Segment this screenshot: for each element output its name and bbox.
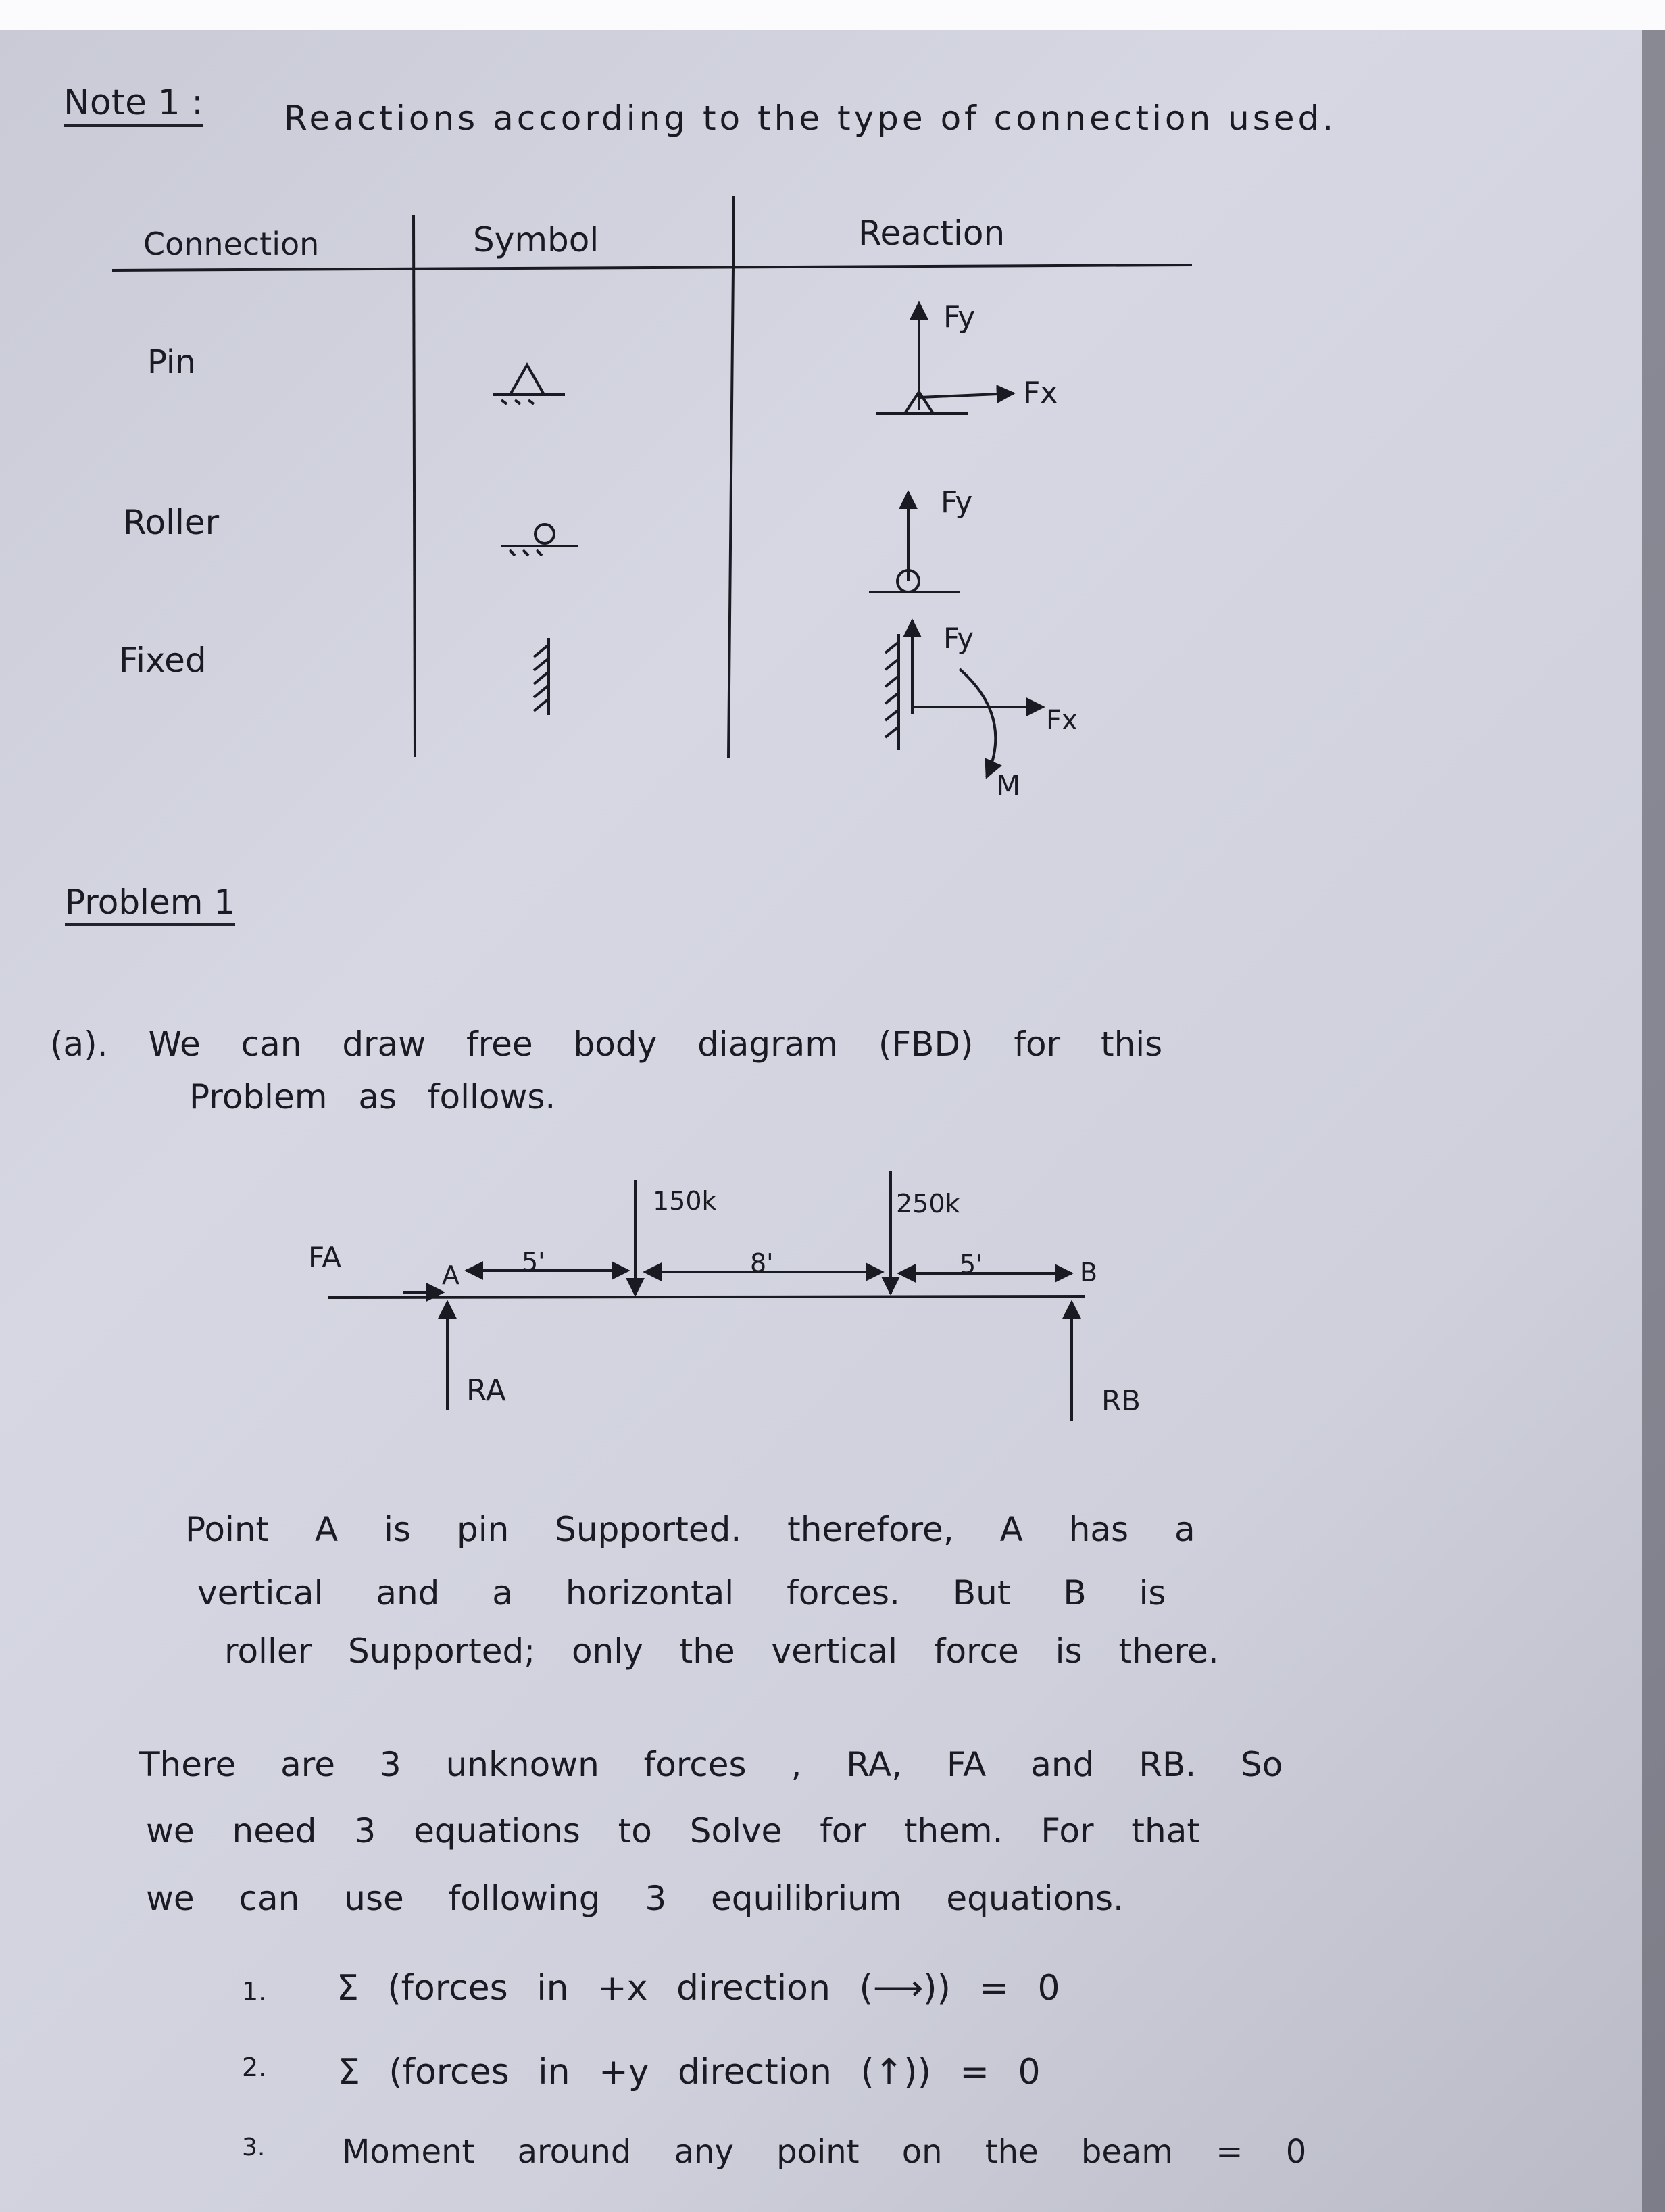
dim3-label: 5' <box>960 1250 983 1279</box>
fa-label: FA <box>308 1241 342 1274</box>
dim1-label: 5' <box>522 1247 545 1277</box>
row-fixed-label: Fixed <box>119 641 207 680</box>
note-heading: Reactions according to the type of connection used. <box>284 99 1337 138</box>
part-a-line2: Problem as follows. <box>189 1077 556 1116</box>
fixed-fx-label: Fx <box>1046 705 1078 736</box>
pin-reaction-diagram <box>876 300 1014 414</box>
equation-3: Moment around any point on the beam = 0 <box>342 2133 1307 2171</box>
pin-symbol-icon <box>493 365 565 404</box>
table-header-connection: Connection <box>143 226 320 262</box>
load2-label: 250k <box>896 1189 960 1219</box>
roller-reaction-diagram <box>869 492 960 592</box>
para1-line1: Point A is pin Supported. therefore, A has a <box>185 1510 1195 1549</box>
table-header-reaction: Reaction <box>858 214 1005 253</box>
table-header-rule <box>112 265 1192 270</box>
para2-line3: we can use following 3 equilibrium equations. <box>146 1879 1124 1918</box>
fixed-fy-label: Fy <box>943 622 974 655</box>
note-label: Note 1 : <box>64 85 203 127</box>
equation-3-num: 3. <box>242 2134 266 2161</box>
equation-2-num: 2. <box>242 2053 267 2082</box>
equation-1-num: 1. <box>242 1977 267 2007</box>
roller-fy-label: Fy <box>941 485 973 520</box>
table-divider-1 <box>414 215 415 757</box>
fixed-m-label: M <box>996 769 1021 802</box>
roller-symbol-icon <box>501 524 578 556</box>
dim2-label: 8' <box>750 1248 774 1278</box>
row-pin-label: Pin <box>147 343 196 381</box>
problem-title: Problem 1 <box>65 885 235 926</box>
load1-label: 150k <box>653 1186 717 1216</box>
table-divider-2 <box>728 196 734 758</box>
beam-line <box>328 1296 1085 1298</box>
fixed-symbol-icon <box>534 638 549 715</box>
para2-line1: There are 3 unknown forces , RA, FA and RB. So <box>139 1745 1283 1784</box>
equation-2: Σ (forces in +y direction (↑)) = 0 <box>338 2052 1041 2092</box>
para2-line2: we need 3 equations to Solve for them. For that <box>146 1811 1200 1850</box>
rb-label: RB <box>1101 1384 1141 1417</box>
pin-fx-label: Fx <box>1023 376 1058 410</box>
para1-line3: roller Supported; only the vertical force is there. <box>224 1631 1219 1671</box>
para1-line2: vertical and a horizontal forces. But B is <box>197 1573 1166 1613</box>
part-a-line1: (a). We can draw free body diagram (FBD) for this <box>50 1025 1163 1064</box>
equation-1: Σ (forces in +x direction (⟶)) = 0 <box>337 1968 1060 2009</box>
pin-fy-label: Fy <box>943 300 976 335</box>
fixed-reaction-diagram <box>885 620 1043 777</box>
table-header-symbol: Symbol <box>473 220 599 260</box>
point-b-label: B <box>1080 1258 1098 1287</box>
ra-label: RA <box>466 1373 506 1408</box>
row-roller-label: Roller <box>123 503 220 542</box>
free-body-diagram <box>328 1171 1085 1421</box>
point-a-label: A <box>442 1260 459 1290</box>
